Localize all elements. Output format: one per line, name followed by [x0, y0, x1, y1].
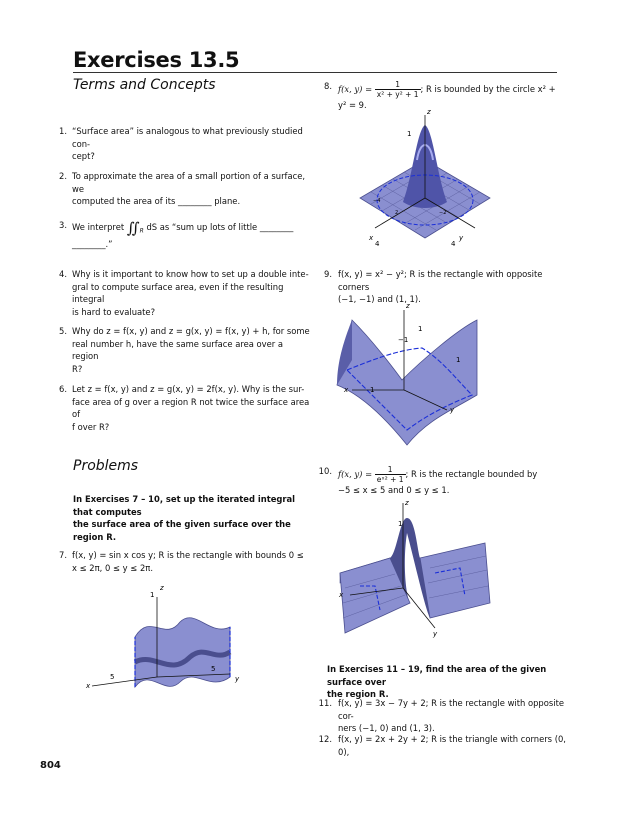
page-number: 804	[40, 760, 61, 771]
terms-heading: Terms and Concepts	[73, 77, 216, 93]
plot-7	[80, 582, 250, 707]
plot8-tick-2: 2	[395, 210, 399, 216]
plot10-tick-1: 1	[398, 520, 403, 528]
plot-8	[355, 110, 495, 250]
plot8-z-label: z	[427, 110, 431, 116]
lead-11-19: In Exercises 11 – 19, find the area of the given surface over the region R.	[327, 664, 547, 699]
plot9-tick-y1: 1	[456, 356, 461, 364]
plot7-tick-5b: 5	[211, 665, 216, 673]
plot8-x-label: x	[369, 234, 374, 242]
plot7-y-label: y	[235, 675, 240, 683]
plot-10	[335, 498, 495, 643]
plot8-tick-4a: 4	[375, 240, 380, 248]
plot9-y-label: y	[450, 406, 455, 414]
plot8-tick-m2: −2	[439, 210, 447, 216]
plot7-tick-1: 1	[150, 591, 155, 599]
plot8-tick-m4: −4	[373, 198, 381, 204]
plot9-tick-m1: −1	[398, 336, 409, 344]
plot10-y-label: y	[433, 630, 438, 638]
plot-9	[332, 300, 492, 450]
plot8-tick-4b: 4	[451, 240, 456, 248]
plot7-x-label: x	[86, 682, 91, 690]
double-integral-symbol: ∬	[126, 219, 140, 237]
title-rule	[73, 72, 557, 73]
plot9-z-label: z	[406, 302, 410, 310]
lead-7-10: In Exercises 7 – 10, set up the iterated integral that computes the surface area of the given surface over the region R.	[73, 494, 296, 542]
plot10-x-label: x	[339, 591, 344, 599]
plot9-x-label: x	[344, 386, 349, 394]
plot9-tick-1: 1	[418, 325, 423, 333]
plot7-tick-5a: 5	[110, 673, 115, 681]
plot10-z-label: z	[405, 499, 409, 507]
page-title: Exercises 13.5	[73, 48, 240, 72]
problems-heading: Problems	[73, 458, 139, 474]
plot8-y-label: y	[459, 234, 464, 242]
plot8-tick-1: 1	[407, 130, 412, 138]
plot9-tick-x1: 1	[370, 386, 375, 394]
plot7-z-label: z	[160, 584, 164, 592]
